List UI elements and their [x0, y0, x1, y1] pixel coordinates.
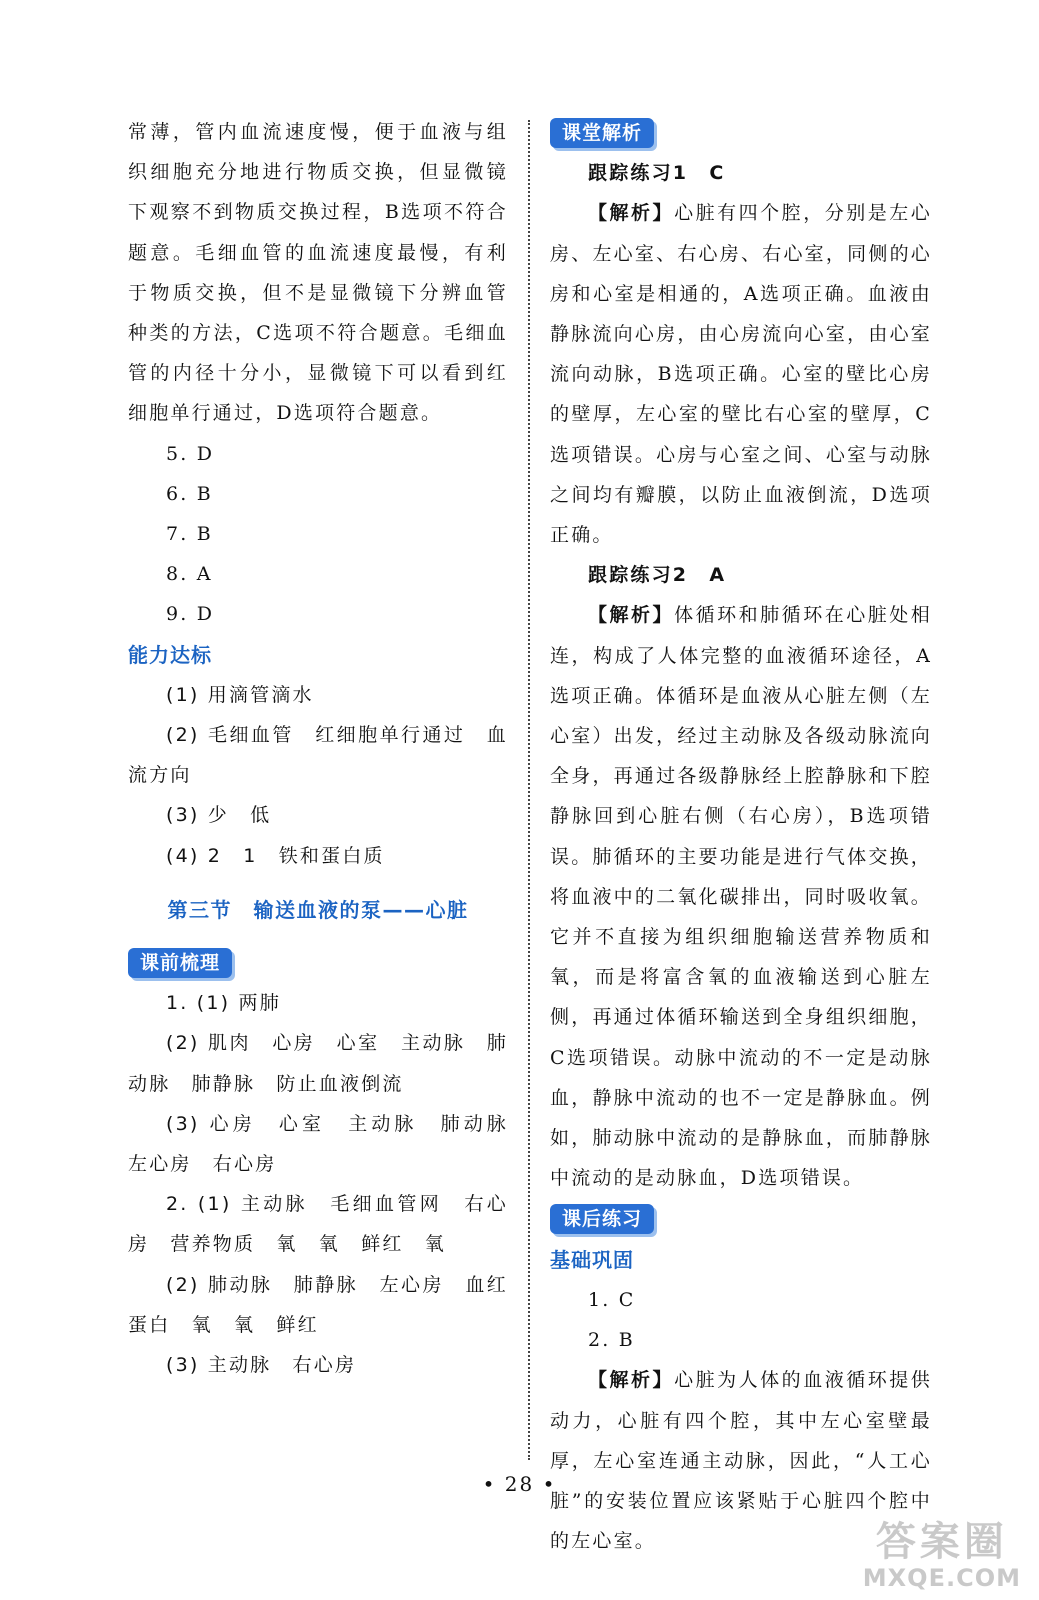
- analysis-text: 心脏有四个腔，分别是左心房、左心室、右心房、右心室，同侧的心房和心室是相通的，A选项正确。血液由静脉流向心房，由心房流向心室，由心室流向动脉，B选项正确。心室的壁比心房的壁厚，左心室的壁比右心室的壁厚，C选项错误。心房与心室之间、心室与动脉之间均有瓣膜，以防止血液倒流，D选项正确。: [550, 202, 932, 547]
- column-divider: [528, 120, 530, 1460]
- right-column: [550, 112, 932, 1561]
- left-paragraph: 常薄，管内血流速度慢，便于血液与组织细胞充分地进行物质交换，但显微镜下观察不到物质交换过程，B选项不符合题意。毛细血管的血流速度最慢，有利于物质交换，但不是显微镜下分辨血管种类的方法，C选项不符合题意。毛细血管的内径十分小，显微镜下可以看到红细胞单行通过，D选项符合题意。: [128, 121, 508, 425]
- analysis-label: 【解析】: [588, 202, 675, 225]
- left-column: [128, 112, 530, 1385]
- section-title: 第三节 输送血液的泵——心脏: [167, 897, 469, 922]
- analysis-text: 体循环和肺循环在心脏处相连，构成了人体完整的血液循环途径，A选项正确。体循环是血液从心脏左侧（左心室）出发，经过主动脉及各级动脉流向全身，再通过各级静脉经上腔静脉和下腔静脉回到心脏右侧（右心房），B选项错误。肺循环的主要功能是进行气体交换，将血液中的二氧化碳排出，同时吸收氧。它并不直接为组织细胞输送营养物质和氧，而是将富含氧的血液输送到心脏左侧，再通过体循环输送到全身组织细胞，C选项错误。动脉中流动的不一定是动脉血，静脉中流动的也不一定是静脉血。例如，肺动脉中流动的是静脉血，而肺静脉中流动的是动脉血，D选项错误。: [550, 604, 932, 1190]
- answer-line: 9. D: [166, 603, 215, 626]
- badge-after-class: 课后练习: [550, 1204, 654, 1234]
- page-number: • 28 •: [482, 1472, 557, 1496]
- answer-line: 1. C: [588, 1288, 636, 1311]
- ability-item: (4) 2 1 铁和蛋白质: [166, 844, 385, 867]
- badge-pre-class: 课前梳理: [128, 948, 232, 978]
- ability-item: (2) 毛细血管 红细胞单行通过 血流方向: [128, 724, 508, 787]
- watermark-url: MXQE.COM: [862, 1564, 1021, 1592]
- ability-heading: 能力达标: [128, 642, 212, 667]
- exercise-title: 跟踪练习2 A: [588, 564, 727, 587]
- basic-heading: 基础巩固: [550, 1247, 634, 1272]
- badge-class-analysis: 课堂解析: [550, 118, 654, 148]
- exercise-analysis: [550, 193, 932, 555]
- exercise-title: 跟踪练习1 C: [588, 162, 726, 185]
- review-item: (3) 主动脉 右心房: [166, 1354, 357, 1377]
- analysis-label: 【解析】: [588, 1369, 675, 1392]
- review-item: (2) 肌肉 心房 心室 主动脉 肺动脉 肺静脉 防止血液倒流: [128, 1032, 508, 1095]
- watermark-text: 答案圈: [875, 1519, 1008, 1565]
- review-item: 1. (1) 两肺: [166, 992, 281, 1015]
- review-item: (3) 心房 心室 主动脉 肺动脉 左心房 右心房: [128, 1112, 530, 1176]
- watermark-logo: [863, 1520, 1021, 1592]
- answer-line: 7. B: [166, 523, 213, 546]
- answer-line: 6. B: [166, 482, 213, 505]
- review-item: (2) 肺动脉 肺静脉 左心房 血红蛋白 氧 氧 鲜红: [128, 1273, 508, 1336]
- answer-line: 8. A: [166, 563, 213, 586]
- answer-line: 2. B: [588, 1329, 635, 1352]
- analysis-label: 【解析】: [588, 604, 675, 627]
- answer-line: 5. D: [166, 442, 215, 465]
- analysis-text: 心脏为人体的血液循环提供动力，心脏有四个腔，其中左心室壁最厚，左心室连通主动脉，因此，“人工心脏”的安装位置应该紧贴于心脏四个腔中的左心室。: [550, 1369, 932, 1553]
- ability-item: (3) 少 低: [166, 804, 272, 827]
- review-item: 2. (1) 主动脉 毛细血管网 右心房 营养物质 氧 氧 鲜红 氧: [128, 1193, 508, 1256]
- exercise-analysis: [550, 595, 932, 1198]
- ability-item: (1) 用滴管滴水: [166, 683, 314, 706]
